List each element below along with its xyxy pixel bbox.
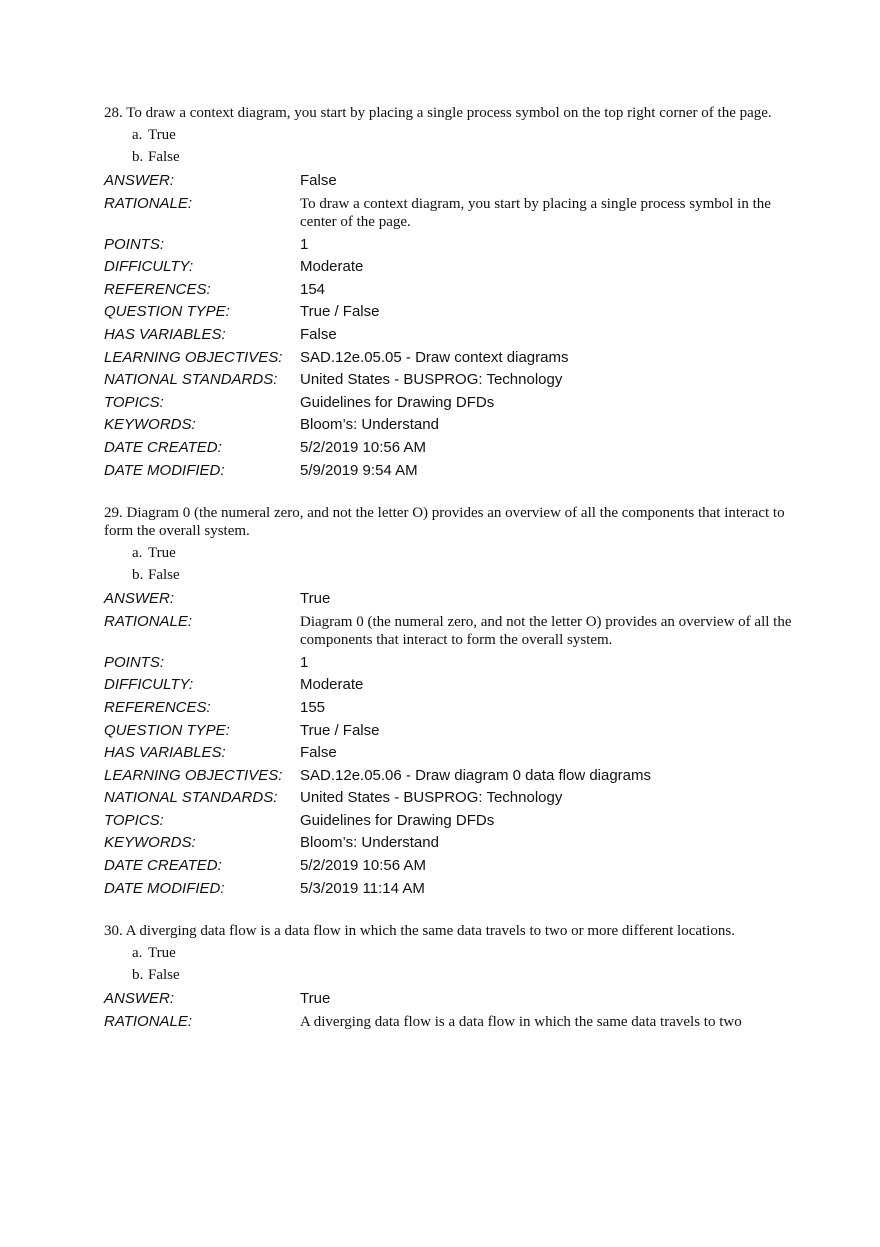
references-row — [104, 279, 794, 302]
date-created-label: DATE CREATED: — [104, 438, 222, 456]
points-value: 1 — [300, 235, 309, 253]
national-standards-value: United States - BUSPROG: Technology — [300, 371, 563, 389]
has-variables-row — [104, 742, 794, 765]
date-modified-value: 5/9/2019 9:54 AM — [300, 461, 418, 479]
date-modified-label: DATE MODIFIED: — [104, 461, 225, 479]
question-type-row — [104, 301, 794, 324]
date-created-value: 5/2/2019 10:56 AM — [300, 438, 426, 456]
keywords-value: Bloom’s: Understand — [300, 416, 439, 434]
question-text: 30. A diverging data flow is a data flow in which the same data travels to two or more different locations. — [104, 923, 735, 940]
question-text: 28. To draw a context diagram, you start by placing a single process symbol on the top right corner of the page. — [104, 105, 772, 121]
has-variables-label: HAS VARIABLES: — [104, 325, 226, 343]
date-modified-value: 5/3/2019 11:14 AM — [300, 879, 425, 897]
option-text: True — [148, 127, 176, 143]
has-variables-value: False — [300, 325, 337, 343]
difficulty-value: Moderate — [300, 676, 364, 694]
rationale-row — [104, 611, 794, 652]
points-label: POINTS: — [104, 235, 165, 253]
question-spacer — [104, 900, 794, 922]
answer-value: False — [300, 172, 337, 189]
difficulty-label: DIFFICULTY: — [104, 258, 194, 276]
date-created-value: 5/2/2019 10:56 AM — [300, 857, 426, 875]
keywords-row — [104, 832, 794, 855]
question-type-value: True / False — [300, 721, 380, 739]
question-type-label: QUESTION TYPE: — [104, 721, 230, 739]
answer-row — [104, 988, 794, 1011]
answer-label: ANSWER: — [104, 590, 175, 608]
points-value: 1 — [300, 653, 309, 671]
points-row — [104, 234, 794, 257]
date-created-row — [104, 437, 794, 460]
keywords-row — [104, 414, 794, 437]
option-letter: a. — [132, 127, 143, 143]
topics-row — [104, 392, 794, 415]
keywords-value: Bloom’s: Understand — [300, 834, 439, 852]
has-variables-row — [104, 324, 794, 347]
difficulty-value: Moderate — [300, 258, 364, 276]
question-28 — [104, 104, 794, 482]
answer-options — [104, 942, 794, 986]
rationale-value: A diverging data flow is a data flow in which the same data travels to two — [300, 1013, 742, 1030]
national-standards-label: NATIONAL STANDARDS: — [104, 371, 278, 389]
question-29 — [104, 504, 794, 900]
answer-label: ANSWER: — [104, 990, 175, 1008]
option-text: False — [148, 567, 180, 584]
national-standards-value: United States - BUSPROG: Technology — [300, 789, 563, 807]
learning-objectives-row — [104, 765, 794, 788]
option-letter: b. — [132, 567, 144, 584]
option-b — [132, 964, 794, 986]
question-text: 29. Diagram 0 (the numeral zero, and not the letter O) provides an overview of all the components that interact to form the overall system. — [104, 505, 785, 540]
topics-value: Guidelines for Drawing DFDs — [300, 811, 495, 829]
document-page — [104, 104, 794, 1034]
option-text: True — [148, 545, 176, 562]
has-variables-value: False — [300, 744, 337, 762]
learning-objectives-row — [104, 347, 794, 370]
national-standards-row — [104, 787, 794, 810]
question-type-row — [104, 720, 794, 743]
date-modified-row — [104, 460, 794, 483]
option-letter: b. — [132, 149, 144, 165]
date-modified-label: DATE MODIFIED: — [104, 879, 225, 897]
learning-objectives-label: LEARNING OBJECTIVES: — [104, 766, 283, 784]
option-letter: a. — [132, 945, 143, 962]
learning-objectives-value: SAD.12e.05.05 - Draw context diagrams — [300, 348, 569, 366]
option-letter: a. — [132, 545, 143, 562]
rationale-label: RATIONALE: — [104, 1012, 193, 1030]
rationale-value: To draw a context diagram, you start by placing a single process symbol in the center of the page. — [300, 195, 771, 230]
option-text: True — [148, 945, 176, 962]
question-type-label: QUESTION TYPE: — [104, 303, 230, 321]
references-value: 155 — [300, 698, 326, 716]
option-a — [132, 124, 794, 146]
difficulty-row — [104, 256, 794, 279]
national-standards-row — [104, 369, 794, 392]
rationale-row — [104, 193, 794, 234]
difficulty-row — [104, 674, 794, 697]
date-created-label: DATE CREATED: — [104, 857, 222, 875]
option-text: False — [148, 149, 180, 165]
topics-value: Guidelines for Drawing DFDs — [300, 393, 495, 411]
option-text: False — [148, 967, 180, 984]
date-modified-row — [104, 878, 794, 901]
question-30 — [104, 922, 794, 1034]
option-b — [132, 146, 794, 168]
option-b — [132, 564, 794, 586]
keywords-label: KEYWORDS: — [104, 834, 196, 852]
difficulty-label: DIFFICULTY: — [104, 676, 194, 694]
points-label: POINTS: — [104, 653, 165, 671]
references-value: 154 — [300, 280, 326, 298]
has-variables-label: HAS VARIABLES: — [104, 744, 226, 762]
answer-row — [104, 588, 794, 611]
option-a — [132, 542, 794, 564]
date-created-row — [104, 855, 794, 878]
topics-label: TOPICS: — [104, 811, 164, 829]
references-label: REFERENCES: — [104, 280, 211, 298]
answer-options — [104, 124, 794, 168]
keywords-label: KEYWORDS: — [104, 416, 196, 434]
answer-label: ANSWER: — [104, 172, 175, 189]
answer-options — [104, 542, 794, 586]
learning-objectives-value: SAD.12e.05.06 - Draw diagram 0 data flow diagrams — [300, 766, 652, 784]
answer-row — [104, 170, 794, 193]
rationale-value: Diagram 0 (the numeral zero, and not the letter O) provides an overview of all the components that interact to form the overall system. — [300, 613, 792, 648]
references-row — [104, 697, 794, 720]
points-row — [104, 652, 794, 675]
question-type-value: True / False — [300, 303, 380, 321]
references-label: REFERENCES: — [104, 698, 211, 716]
question-spacer — [104, 482, 794, 504]
rationale-label: RATIONALE: — [104, 612, 193, 630]
rationale-row — [104, 1011, 794, 1034]
answer-value: True — [300, 990, 331, 1008]
national-standards-label: NATIONAL STANDARDS: — [104, 789, 278, 807]
option-a — [132, 942, 794, 964]
option-letter: b. — [132, 967, 144, 984]
answer-value: True — [300, 590, 331, 608]
topics-label: TOPICS: — [104, 393, 164, 411]
rationale-label: RATIONALE: — [104, 194, 193, 212]
learning-objectives-label: LEARNING OBJECTIVES: — [104, 348, 283, 366]
topics-row — [104, 810, 794, 833]
